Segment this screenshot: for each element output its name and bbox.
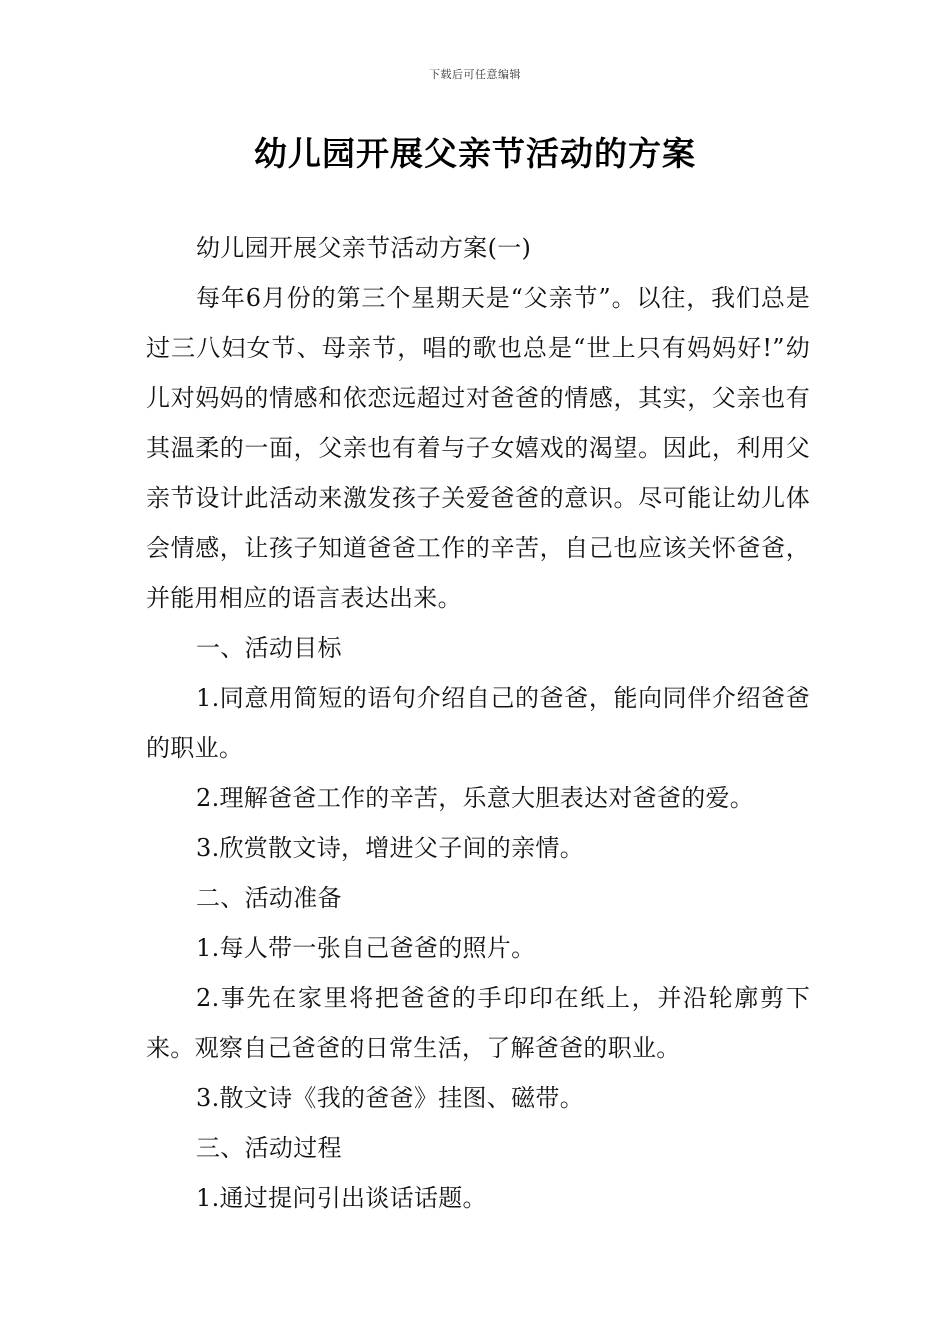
section-heading-process: 三、活动过程 (196, 1134, 342, 1162)
section-heading-goals: 一、活动目标 (196, 634, 342, 662)
preparation-item-1: 1.每人带一张自己爸爸的照片。 (196, 934, 536, 962)
goal-item-1: 1.同意用简短的语句介绍自己的爸爸，能向同伴介绍爸爸的职业。 (146, 684, 810, 762)
header-note: 下载后可任意编辑 (429, 68, 521, 81)
preparation-item-2: 2.事先在家里将把爸爸的手印印在纸上，并沿轮廓剪下来。观察自己爸爸的日常生活，了解爸爸的职业。 (146, 984, 810, 1062)
document-body (146, 223, 810, 1223)
section-heading-preparation: 二、活动准备 (196, 884, 342, 912)
preparation-item-3: 3.散文诗《我的爸爸》挂图、磁带。 (196, 1084, 584, 1112)
intro-paragraph: 每年6月份的第三个星期天是“父亲节”。以往，我们总是过三八妇女节、母亲节，唱的歌也总是“世上只有妈妈好!”幼儿对妈妈的情感和依恋远超过对爸爸的情感，其实，父亲也有其温柔的一面，父亲也有着与子女嬉戏的渴望。因此，利用父亲节设计此活动来激发孩子关爱爸爸的意识。尽可能让幼儿体会情感，让孩子知道爸爸工作的辛苦，自己也应该关怀爸爸，并能用相应的语言表达出来。 (146, 284, 810, 612)
goal-item-3: 3.欣赏散文诗，增进父子间的亲情。 (196, 834, 584, 862)
process-item-1: 1.通过提问引出谈话话题。 (196, 1184, 487, 1212)
goal-item-2: 2.理解爸爸工作的辛苦，乐意大胆表达对爸爸的爱。 (196, 784, 755, 812)
document-title: 幼儿园开展父亲节活动的方案 (254, 134, 696, 173)
section-subtitle: 幼儿园开展父亲节活动方案(一) (196, 234, 532, 262)
